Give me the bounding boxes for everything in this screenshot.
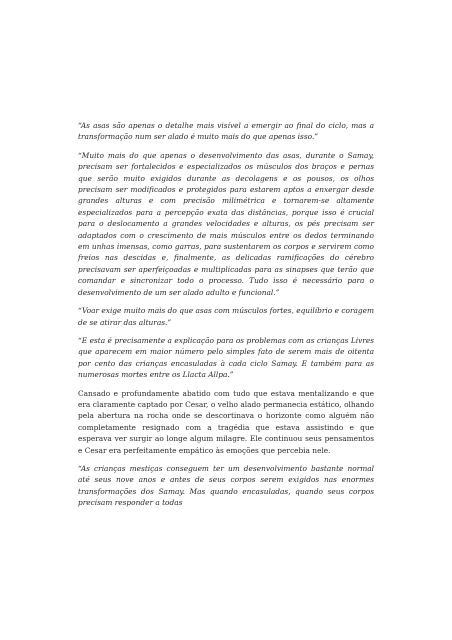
paragraph-quote-children: “As crianças mestiças conseguem ter um desenvolvimento bastante normal até seus nove anos e antes de seus corpos serem exigidos nas enormes transformações dos Samay. Mas quando encasuladas, quando seus corpos precisam responder a todas	[78, 463, 374, 508]
paragraph-quote-development: “Muito mais do que apenas o desenvolvimento das asas, durante o Samay, precisam ser fortalecidos e especializados os músculos dos braços e pernas que serão muito exigidos durante as decolagens e os pousos, os olhos precisam ser modificados e protegidos para estarem aptos a enxergar desde grandes alturas e com precisão milimétrica e tornarem-se altamente especializados para a percepção exata das distâncias, porque isso é crucial para o deslocamento a grandes velocidades e alturas, os pés precisam ser adaptados com o crescimento de mais músculos entre os dedos terminando em unhas imensas, como garras, para sustentarem os corpos e servirem como freios nas descidas e, finalmente, as delicadas ramificações do cérebro precisavam ser aperfeiçoadas e multiplicadas para as sinapses que terão que comandar e sincronizar todo o processo. Tudo isso é necessário para o desenvolvimento de um ser alado adulto e funcional.”	[78, 150, 374, 297]
body-text	[78, 120, 374, 516]
paragraph-quote-wings: “As asas são apenas o detalhe mais visível a emergir ao final do ciclo, mas a transformação num ser alado é muito mais do que apenas isso.”	[78, 121, 374, 142]
paragraph-narration: Cansado e profundamente abatido com tudo que estava mentalizando e que era claramente captado por Cesar, o velho alado permanecia estático, olhando pela abertura na rocha onde se descortinava o horizonte como alguém não completamente resignado com a tragédia que estava assistindo e que esperava ver surgir ao longe algum milagre. Ele continuou seus pensamentos e Cesar era perfeitamente empático às emoções que percebia nele.	[78, 388, 374, 455]
paragraph-quote-flying: “Voar exige muito mais do que asas com músculos fortes, equilíbrio e coragem de se atirar das alturas.”	[78, 306, 374, 327]
paragraph-quote-problems: “E esta é precisamente a explicação para os problemas com as crianças Livres que aparecem em maior número pelo simples fato de serem mais de oitenta por cento das crianças encasuladas à cada ciclo Samay. E também para as numerosas mortes entre os Llacta Allpa.”	[78, 335, 374, 380]
